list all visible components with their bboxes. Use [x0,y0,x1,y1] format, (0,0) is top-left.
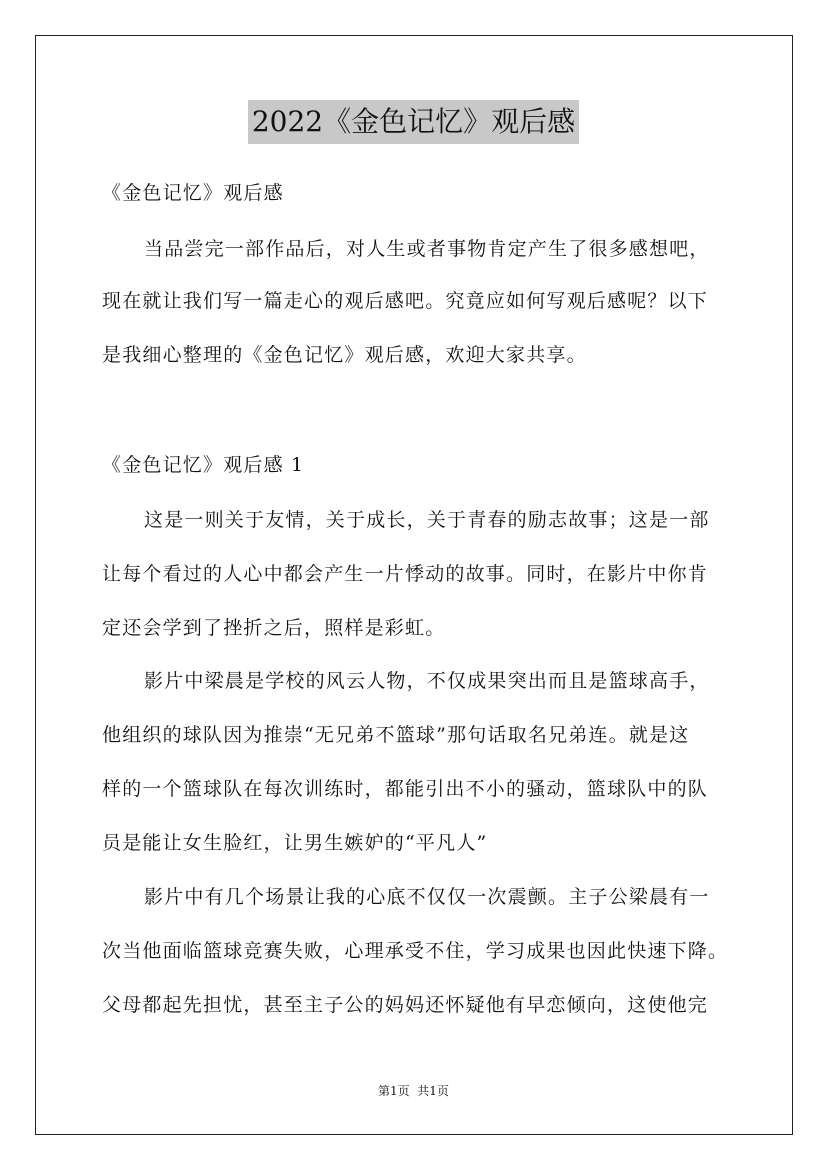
paragraph-line: 现在就让我们写一篇走心的观后感吧。究竟应如何写观后感呢？以下 [102,290,709,312]
paragraph-line: 他组织的球队因为推崇“无兄弟不篮球”那句话取名兄弟连。就是这 [102,724,690,746]
paragraph-line: 影片中有几个场景让我的心底不仅仅一次震颤。主子公梁晨有一 [144,886,710,908]
paragraph-line: 定还会学到了挫折之后，照样是彩虹。 [102,617,446,639]
paragraph-line: 父母都起先担忧，甚至主子公的妈妈还怀疑他有早恋倾向，这使他完 [102,994,709,1016]
subtitle-line: 《金色记忆》观后感 [102,182,284,204]
paragraph-line: 让每个看过的人心中都会产生一片悸动的故事。同时，在影片中你肯 [102,563,709,585]
paragraph-line: 当品尝完一部作品后，对人生或者事物肯定产生了很多感想吧， [144,238,710,260]
paragraph-line: 员是能让女生脸红，让男生嫉妒的“平凡人” [102,832,488,854]
section-heading: 《金色记忆》观后感 1 [102,454,305,476]
page-footer: 第1页 共1页 [378,1084,449,1098]
paragraph-line: 是我细心整理的《金色记忆》观后感，欢迎大家共享。 [102,344,587,366]
paragraph-line: 影片中梁晨是学校的风云人物，不仅成果突出而且是篮球高手， [144,670,710,692]
paragraph-line: 这是一则关于友情，关于成长，关于青春的励志故事；这是一部 [144,509,710,531]
paragraph-line: 次当他面临篮球竞赛失败，心理承受不住，学习成果也因此快速下降。 [102,940,729,962]
document-title: 2022《金色记忆》观后感 [248,100,579,144]
paragraph-line: 样的一个篮球队在每次训练时，都能引出不小的骚动，篮球队中的队 [102,778,709,800]
title-container [0,100,827,144]
